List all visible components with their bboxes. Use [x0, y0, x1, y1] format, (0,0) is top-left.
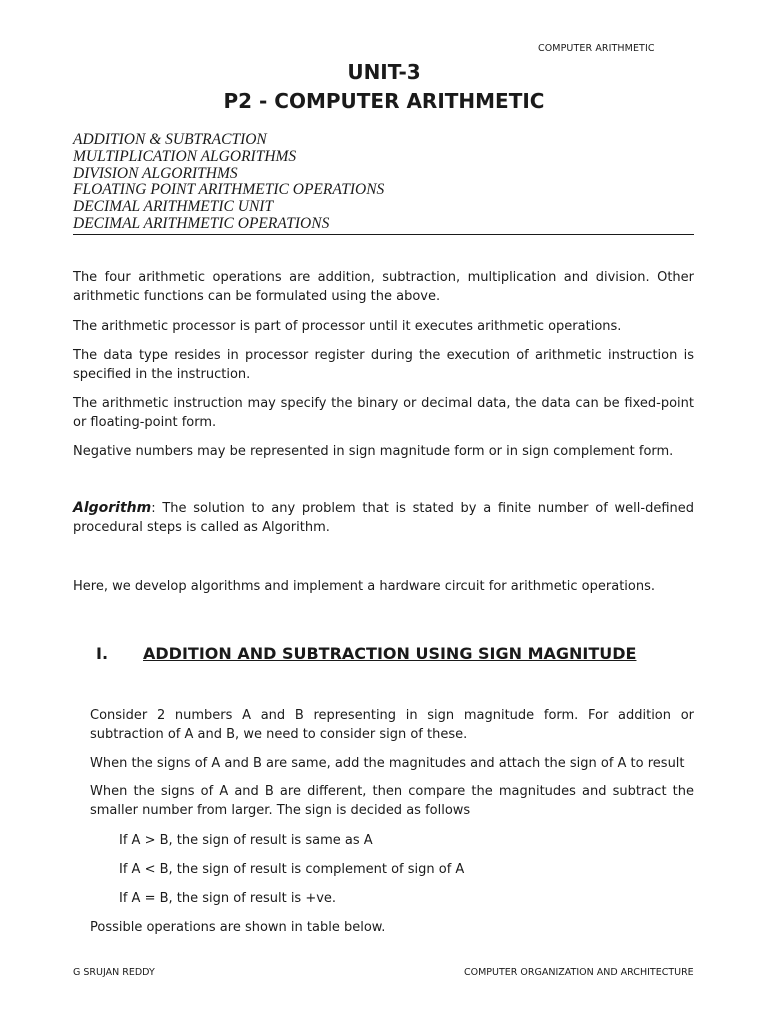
topic-item: DECIMAL ARITHMETIC OPERATIONS [73, 214, 330, 232]
algorithm-text: : The solution to any problem that is stated by a finite number of well-defined procedural steps is called as Algorithm. [73, 501, 694, 535]
topic-item: DECIMAL ARITHMETIC UNIT [73, 198, 274, 216]
algorithm-term: Algorithm [73, 500, 152, 516]
topic-item: DIVISION ALGORITHMS [73, 164, 238, 182]
footer-course: COMPUTER ORGANIZATION AND ARCHITECTURE [464, 967, 694, 978]
sign-rule-1: If A > B, the sign of result is same as A [119, 833, 373, 848]
intro-paragraph-1: The four arithmetic operations are addition, subtraction, multiplication and division. Other arithmetic functions can be formulated using the above. [73, 270, 694, 304]
topic-item: MULTIPLICATION ALGORITHMS [73, 147, 297, 165]
intro-paragraph-4: The arithmetic instruction may specify the binary or decimal data, the data can be fixed-point or floating-point form. [73, 396, 694, 430]
intro-paragraph-5: Negative numbers may be represented in sign magnitude form or in sign complement form. [73, 444, 674, 459]
section-number: I. [96, 644, 109, 663]
here-paragraph: Here, we develop algorithms and implement a hardware circuit for arithmetic operations. [73, 579, 655, 594]
running-header: COMPUTER ARITHMETIC [538, 43, 655, 54]
chapter-title: P2 - COMPUTER ARITHMETIC [223, 89, 545, 113]
section-paragraph-1: Consider 2 numbers A and B representing in sign magnitude form. For addition or subtraction of A and B, we need to consider sign of these. [90, 708, 694, 742]
sign-rule-2: If A < B, the sign of result is complement of sign of A [119, 862, 465, 877]
section-paragraph-4: Possible operations are shown in table below. [90, 920, 386, 935]
unit-title: UNIT-3 [347, 60, 421, 84]
section-title: ADDITION AND SUBTRACTION USING SIGN MAGNITUDE [143, 644, 637, 663]
footer-author: G SRUJAN REDDY [73, 967, 155, 978]
algorithm-definition [73, 499, 694, 537]
topics-list [73, 132, 694, 235]
topic-item: FLOATING POINT ARITHMETIC OPERATIONS [73, 181, 385, 199]
topic-item: ADDITION & SUBTRACTION [73, 131, 267, 148]
section-paragraph-2: When the signs of A and B are same, add the magnitudes and attach the sign of A to result [90, 756, 685, 771]
sign-rule-3: If A = B, the sign of result is +ve. [119, 891, 337, 906]
intro-paragraph-2: The arithmetic processor is part of processor until it executes arithmetic operations. [73, 319, 622, 334]
intro-paragraph-3: The data type resides in processor register during the execution of arithmetic instruction is specified in the instruction. [73, 348, 694, 382]
section-paragraph-3: When the signs of A and B are different, then compare the magnitudes and subtract the smaller number from larger. The sign is decided as follows [90, 784, 694, 818]
